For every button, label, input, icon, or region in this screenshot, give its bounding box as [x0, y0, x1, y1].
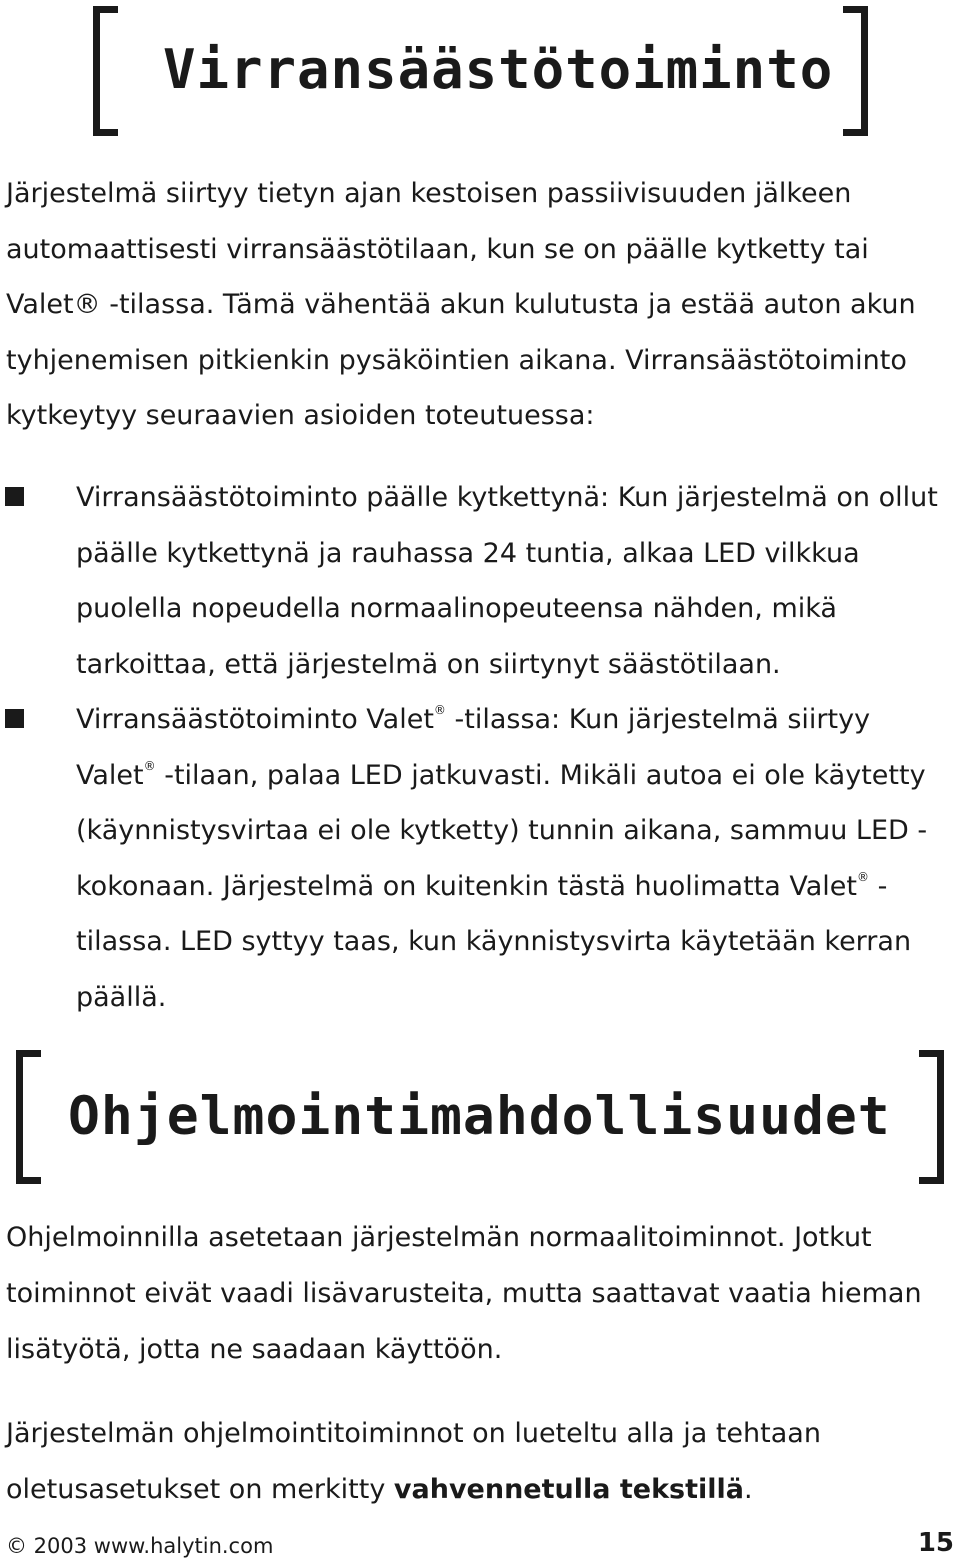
- registered-mark: ®: [856, 869, 869, 884]
- bullet-text: -tilaan, palaa LED jatkuvasti. Mikäli autoa ei ole käytetty (käynnistysvirtaa ei ole kytketty) tunnin aikana, sammuu LED -kokonaan. Järjestelmä on kuitenkin tästä huolimatta Valet: [76, 759, 928, 902]
- copyright-icon: ©: [6, 1534, 27, 1558]
- section-heading-frame: [16, 1050, 944, 1184]
- copyright-line: [6, 1534, 273, 1558]
- bold-emphasis-text: vahvennetulla tekstillä: [393, 1474, 745, 1505]
- left-bracket: [16, 1050, 41, 1184]
- programming-intro-paragraph: Ohjelmoinnilla asetetaan järjestelmän normaalitoiminnot. Jotkut toiminnot eivät vaadi lisävarusteita, mutta saattavat vaatia hieman lisätyötä, jotta ne saadaan käyttöön.: [6, 1222, 922, 1365]
- bullet-text: Virransäästötoiminto Valet: [76, 704, 434, 735]
- right-bracket: [919, 1050, 944, 1184]
- section-title: Ohjelmointimahdollisuudet: [68, 1086, 891, 1147]
- registered-mark: ®: [433, 703, 446, 717]
- bullet-text: Virransäästötoiminto päälle kytkettynä: Kun järjestelmä on ollut päälle kytkettynä ja rauhassa 24 tuntia, alkaa LED vilkkua puolella nopeudella normaalinopeuteensa nähden, mikä tarkoittaa, että järjestelmä on siirtynyt säästötilaan.: [76, 482, 938, 680]
- bullet-item: [0, 470, 956, 692]
- intro-paragraph: Järjestelmä siirtyy tietyn ajan kestoisen passiivisuuden jälkeen automaattisesti virransäästötilaan, kun se on päälle kytketty tai Valet® -tilassa. Tämä vähentää akun kulutusta ja estää auton akun tyhjenemisen pitkienkin pysäköintien aikana. Virransäästötoiminto kytkeytyy seuraavien asioiden toteutuessa:: [6, 178, 916, 431]
- bullet-list: [0, 470, 960, 1025]
- square-bullet-icon: [5, 487, 24, 506]
- left-bracket: [93, 6, 118, 136]
- paragraph-end: .: [744, 1474, 753, 1505]
- paragraph-text: Järjestelmän ohjelmointitoiminnot on lueteltu alla ja tehtaan oletusasetukset on merkitty: [6, 1418, 821, 1505]
- defaults-paragraph: [6, 1406, 956, 1518]
- section-title: Virransäästötoiminto: [163, 38, 834, 101]
- bullet-text: -tilassa: Kun järjestelmä siirtyy Valet: [76, 704, 871, 791]
- section-heading-frame: [93, 6, 868, 136]
- square-bullet-icon: [5, 709, 24, 728]
- registered-mark: ®: [143, 758, 156, 773]
- right-bracket: [843, 6, 868, 136]
- bullet-text: -tilassa. LED syttyy taas, kun käynnistysvirta käytetään kerran päällä.: [76, 870, 912, 1013]
- page-number: 15: [917, 1528, 954, 1558]
- bullet-item: [0, 692, 956, 1025]
- copyright-text: 2003 www.halytin.com: [27, 1534, 274, 1558]
- page-footer: [6, 1528, 954, 1558]
